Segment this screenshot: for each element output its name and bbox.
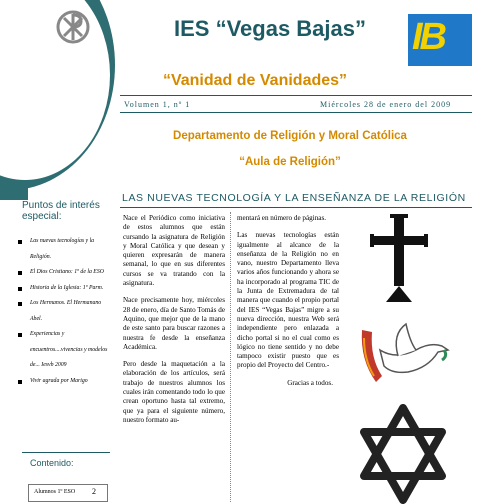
header-rule-top [120, 95, 472, 96]
contents-heading: Contenido: [30, 458, 74, 468]
list-item: El Dios Cristiano: 1º de la ESO [16, 265, 112, 281]
article-column-1 [123, 214, 225, 433]
issue-date: Miércoles 28 de enero del 2009 [320, 100, 452, 109]
column-divider [230, 212, 232, 502]
list-item: Historia de la Iglesia: 1º Parm. [16, 281, 112, 297]
ib-logo-text: IB [412, 16, 444, 58]
newsletter-title: “Vanidad de Vanidades” [162, 72, 348, 89]
school-title: IES “Vegas Bajas” [174, 16, 366, 41]
sidebar-rule [22, 452, 110, 453]
list-item: Vivir agrada por Marigo [16, 374, 112, 390]
volume-number: Volumen 1, nº 1 [124, 100, 191, 109]
paragraph: Nace el Periódico como iniciativa de estos alumnos que están cursando la asignatura de Religión y Moral Católica y que desean y quieren expresarán de manera semanal, lo que en sus diferentes cursos se va tratando con la asignatura. [123, 214, 225, 288]
chi-rho-icon [56, 10, 90, 44]
sidebar-heading: Puntos de interés especial: [22, 200, 100, 222]
paragraph: Pero desde la maquetación a la elaboración de los artículos, será trabajo de nuestros alumnos los cuales irán comentando todo lo que crean oportuno hasta tal extremo, que ya para el siguiente número, nuestro formato au- [123, 360, 225, 424]
star-of-david-icon [358, 404, 448, 504]
list-item: Las nuevas tecnologías y la Religión. [16, 234, 112, 265]
paragraph: mentará en número de páginas. [237, 214, 327, 222]
headline-rule [120, 207, 472, 208]
paragraph: Las nuevas tecnologías están igualmente al alcance de la enseñanza de la Religión no en vano, nuestro Departamento lleva varios años funcionando y ahora se ha incorporado al programa TIC de la Junta de Extremadura de tal manera que cuando el propio portal del IES “Vegas Bajas” migre a su nueva dirección, nuestra Web será independiente pero enlazada a dicho portal si no el cual como es lógico no tiene sentido y no debe tampoco existir puesto que es propio del Proyecto del Centro.- [237, 231, 339, 370]
department-name: Departamento de Religión y Moral Católica [173, 130, 407, 142]
paragraph: Nace precisamente hoy, miércoles 28 de enero, día de Santo Tomás de Aquino, que mejor que de la mano de este santo para buscar razones a nuestra fe desde la enseñanza Académica. [123, 296, 225, 351]
list-item: Los Hermanos. El Hermanano Abel. [16, 296, 112, 327]
dove-icon [358, 320, 450, 392]
decorative-circle-inner [0, 0, 110, 180]
toc-label: Alumnos 1º ESO [34, 489, 76, 495]
aula-title: “Aula de Religión” [239, 156, 341, 168]
header-rule-bottom [120, 112, 472, 113]
paragraph: Gracias a todos. [287, 378, 333, 387]
list-item: Experiencias y encuentros....vivencias y modelos de... Iesvb 2009 [16, 327, 112, 374]
toc-page: 2 [92, 487, 96, 496]
article-column-2 [237, 214, 339, 396]
ib-logo [408, 14, 472, 66]
sidebar-list [16, 234, 112, 389]
article-headline: LAS NUEVAS TECNOLOGÍA Y LA ENSEÑANZA DE LA RELIGIÓN [122, 192, 466, 204]
cross-icon [368, 214, 432, 304]
